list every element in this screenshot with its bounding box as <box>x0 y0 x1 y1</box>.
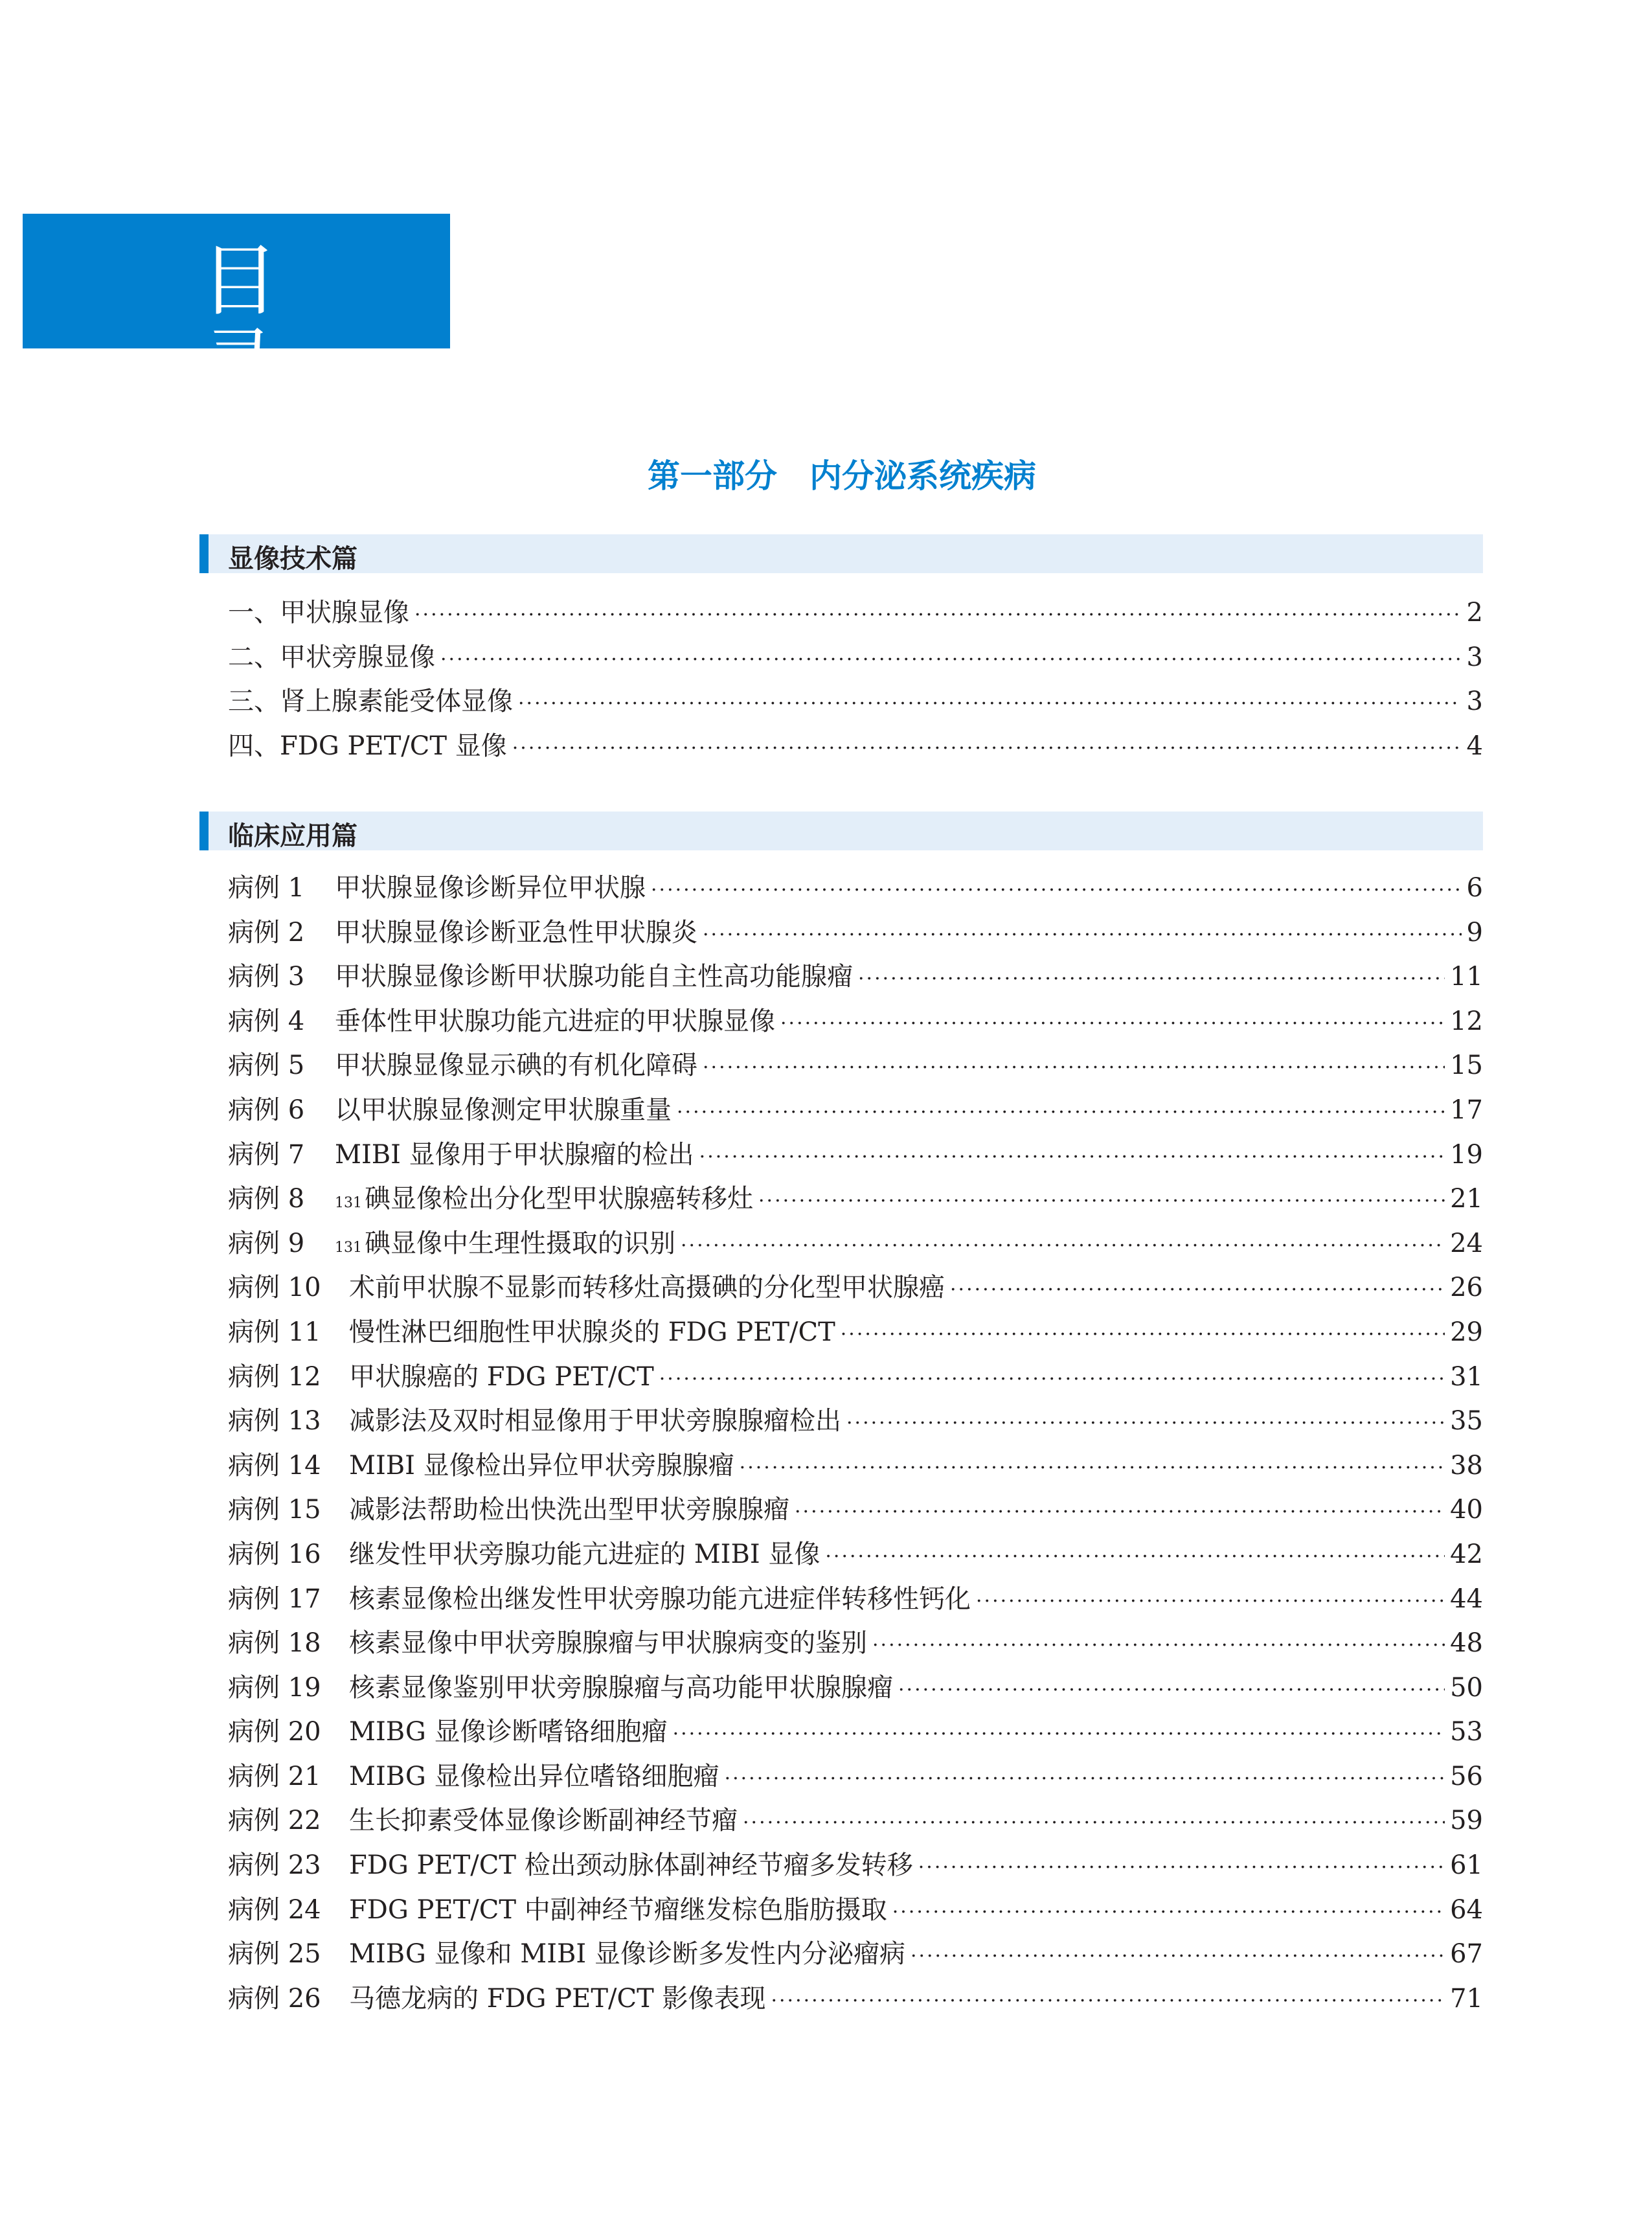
case-number: 病例 4 <box>228 1006 305 1036</box>
toc-entry[interactable] <box>228 1756 1483 1800</box>
toc-entry[interactable] <box>228 1667 1483 1712</box>
case-number: 病例 1 <box>228 873 305 903</box>
entry-title: 核素显像鉴别甲状旁腺腺瘤与高功能甲状腺腺瘤 <box>349 1672 893 1703</box>
dot-leader <box>725 1767 1445 1790</box>
case-number: 病例 23 <box>228 1850 321 1881</box>
toc-entry[interactable] <box>228 1045 1483 1089</box>
toc-entry[interactable] <box>228 725 1483 770</box>
toc-entry[interactable] <box>228 1001 1483 1045</box>
toc-entry[interactable] <box>228 1445 1483 1490</box>
toc-title: 目录 <box>201 236 343 411</box>
page-number: 17 <box>1450 1095 1483 1125</box>
case-number: 病例 21 <box>228 1761 321 1791</box>
dot-leader <box>512 737 1462 760</box>
page-number: 67 <box>1450 1939 1483 1970</box>
case-number: 病例 15 <box>228 1495 321 1525</box>
toc-entry[interactable] <box>228 1089 1483 1134</box>
dot-leader <box>699 1146 1445 1168</box>
case-number: 病例 8 <box>228 1184 305 1214</box>
section-heading-label: 临床应用篇 <box>228 821 357 851</box>
entry-title: 生长抑素受体显像诊断副神经节瘤 <box>349 1806 738 1836</box>
case-number: 病例 10 <box>228 1273 321 1303</box>
entry-title: 垂体性甲状腺功能亢进症的甲状腺显像 <box>335 1006 775 1036</box>
section-heading-label: 显像技术篇 <box>228 544 357 574</box>
case-number: 病例 12 <box>228 1361 321 1392</box>
page-number: 53 <box>1450 1717 1483 1747</box>
toc-entry[interactable] <box>228 1534 1483 1578</box>
page-number: 3 <box>1466 642 1483 672</box>
page-number: 9 <box>1466 917 1483 948</box>
entry-title: 碘显像中生理性摄取的识别 <box>365 1228 675 1258</box>
entry-title: 一、甲状腺显像 <box>228 598 409 628</box>
dot-leader <box>659 1368 1445 1391</box>
page-number: 56 <box>1450 1761 1483 1791</box>
toc-entry[interactable] <box>228 1356 1483 1401</box>
toc-entry[interactable] <box>228 1312 1483 1356</box>
toc-entry[interactable] <box>228 1578 1483 1623</box>
page-number: 40 <box>1450 1495 1483 1525</box>
dot-leader <box>651 879 1462 902</box>
entry-title: MIBG 显像检出异位嗜铬细胞瘤 <box>349 1761 719 1791</box>
case-number: 病例 16 <box>228 1539 321 1569</box>
page-number: 26 <box>1450 1273 1483 1303</box>
entry-title: 马德龙病的 FDG PET/CT 影像表现 <box>349 1983 766 2014</box>
case-number: 病例 3 <box>228 962 305 992</box>
dot-leader <box>440 648 1462 671</box>
dot-leader <box>976 1590 1445 1613</box>
toc-list-cases <box>228 867 1483 2022</box>
case-number: 病例 18 <box>228 1628 321 1659</box>
toc-entry[interactable] <box>228 1800 1483 1845</box>
toc-entry[interactable] <box>228 1933 1483 1978</box>
case-number: 病例 14 <box>228 1450 321 1481</box>
entry-title: MIBI 显像检出异位甲状旁腺腺瘤 <box>349 1450 734 1481</box>
case-number: 病例 5 <box>228 1051 305 1081</box>
page-number: 6 <box>1466 873 1483 903</box>
dot-leader <box>518 692 1462 715</box>
case-number: 病例 26 <box>228 1983 321 2014</box>
page-number: 24 <box>1450 1228 1483 1258</box>
dot-leader <box>681 1234 1445 1257</box>
case-number: 病例 9 <box>228 1228 305 1258</box>
page-number: 42 <box>1450 1539 1483 1569</box>
entry-title: MIBG 显像和 MIBI 显像诊断多发性内分泌瘤病 <box>349 1939 905 1970</box>
case-number: 病例 6 <box>228 1095 305 1125</box>
page-number: 48 <box>1450 1628 1483 1659</box>
toc-entry[interactable] <box>228 1489 1483 1534</box>
toc-entry[interactable] <box>228 1223 1483 1267</box>
dot-leader <box>414 604 1462 626</box>
part-title: 第一部分 内分泌系统疾病 <box>648 457 1036 495</box>
dot-leader <box>858 968 1445 990</box>
page-number: 64 <box>1450 1894 1483 1925</box>
toc-entry[interactable] <box>228 1845 1483 1889</box>
toc-entry[interactable] <box>228 1400 1483 1445</box>
case-number: 病例 25 <box>228 1939 321 1970</box>
case-number: 病例 17 <box>228 1584 321 1614</box>
page-number: 59 <box>1450 1806 1483 1836</box>
case-number: 病例 13 <box>228 1406 321 1437</box>
page-number: 44 <box>1450 1584 1483 1614</box>
page-number: 31 <box>1450 1361 1483 1392</box>
page-number: 50 <box>1450 1672 1483 1703</box>
dot-leader <box>677 1101 1445 1124</box>
dot-leader <box>758 1190 1445 1212</box>
toc-entry[interactable] <box>228 1889 1483 1934</box>
dot-leader <box>841 1323 1445 1346</box>
entry-title: 四、FDG PET/CT 显像 <box>228 731 507 761</box>
dot-leader <box>892 1901 1445 1924</box>
page-number: 19 <box>1450 1139 1483 1170</box>
entry-title: 甲状腺显像诊断甲状腺功能自主性高功能腺瘤 <box>335 962 853 992</box>
dot-leader <box>898 1679 1445 1701</box>
case-number: 病例 19 <box>228 1672 321 1703</box>
toc-entry[interactable] <box>228 1622 1483 1667</box>
entry-title: 核素显像检出继发性甲状旁腺功能亢进症伴转移性钙化 <box>349 1584 971 1614</box>
dot-leader <box>703 1056 1445 1079</box>
case-number: 病例 20 <box>228 1717 321 1747</box>
page-number: 15 <box>1450 1051 1483 1081</box>
isotope-superscript: 131 <box>335 1195 362 1212</box>
case-number: 病例 7 <box>228 1139 305 1170</box>
toc-list-techniques <box>228 592 1483 769</box>
dot-leader <box>780 1012 1445 1035</box>
page-number: 3 <box>1466 687 1483 717</box>
toc-entry[interactable] <box>228 956 1483 1001</box>
dot-leader <box>846 1412 1445 1435</box>
section-heading-clinical-applications <box>199 812 1483 850</box>
page-number: 29 <box>1450 1317 1483 1347</box>
dot-leader <box>771 1990 1445 2012</box>
toc-entry[interactable] <box>228 1267 1483 1312</box>
entry-title: 三、肾上腺素能受体显像 <box>228 687 513 717</box>
dot-leader <box>825 1545 1445 1568</box>
entry-title: FDG PET/CT 中副神经节瘤继发棕色脂肪摄取 <box>349 1894 887 1925</box>
entry-title: 继发性甲状旁腺功能亢进症的 MIBI 显像 <box>349 1539 820 1569</box>
entry-title: 减影法帮助检出快洗出型甲状旁腺腺瘤 <box>349 1495 789 1525</box>
toc-entry[interactable] <box>228 1978 1483 2023</box>
case-number: 病例 24 <box>228 1894 321 1925</box>
page-number: 12 <box>1450 1006 1483 1036</box>
dot-leader <box>743 1811 1445 1834</box>
entry-title: 减影法及双时相显像用于甲状旁腺腺瘤检出 <box>349 1406 841 1437</box>
toc-entry[interactable] <box>228 592 1483 637</box>
entry-title: 慢性淋巴细胞性甲状腺炎的 FDG PET/CT <box>349 1317 835 1347</box>
section-heading-imaging-techniques <box>199 534 1483 573</box>
entry-title: 甲状腺显像诊断亚急性甲状腺炎 <box>335 917 697 948</box>
entry-title: 二、甲状旁腺显像 <box>228 642 435 672</box>
entry-title: 术前甲状腺不显影而转移灶高摄碘的分化型甲状腺癌 <box>349 1273 945 1303</box>
entry-title: 核素显像中甲状旁腺腺瘤与甲状腺病变的鉴别 <box>349 1628 867 1659</box>
entry-title: MIBG 显像诊断嗜铬细胞瘤 <box>349 1717 668 1747</box>
entry-title: MIBI 显像用于甲状腺瘤的检出 <box>335 1139 694 1170</box>
entry-title: 甲状腺显像显示碘的有机化障碍 <box>335 1051 697 1081</box>
toc-entry[interactable] <box>228 1178 1483 1223</box>
page-number: 61 <box>1450 1850 1483 1881</box>
toc-title-banner <box>23 214 450 411</box>
toc-entry[interactable] <box>228 912 1483 957</box>
page-number: 71 <box>1450 1983 1483 2014</box>
page-number: 4 <box>1466 731 1483 761</box>
toc-entry[interactable] <box>228 681 1483 725</box>
case-number: 病例 11 <box>228 1317 321 1347</box>
page-number: 2 <box>1466 598 1483 628</box>
dot-leader <box>795 1501 1445 1523</box>
dot-leader <box>740 1457 1445 1479</box>
isotope-superscript: 131 <box>335 1239 362 1256</box>
toc-entry[interactable] <box>228 867 1483 912</box>
entry-title: 甲状腺显像诊断异位甲状腺 <box>335 873 646 903</box>
dot-leader <box>872 1634 1445 1657</box>
entry-title: 以甲状腺显像测定甲状腺重量 <box>335 1095 672 1125</box>
page-number: 38 <box>1450 1450 1483 1481</box>
toc-entry[interactable] <box>228 1711 1483 1756</box>
entry-title: FDG PET/CT 检出颈动脉体副神经节瘤多发转移 <box>349 1850 913 1881</box>
entry-title: 碘显像检出分化型甲状腺癌转移灶 <box>365 1184 753 1214</box>
toc-entry[interactable] <box>228 1134 1483 1179</box>
page-number: 35 <box>1450 1406 1483 1437</box>
dot-leader <box>673 1723 1445 1745</box>
dot-leader <box>703 924 1462 946</box>
page-number: 11 <box>1450 962 1483 992</box>
dot-leader <box>918 1856 1445 1879</box>
toc-entry[interactable] <box>228 637 1483 681</box>
case-number: 病例 22 <box>228 1806 321 1836</box>
dot-leader <box>911 1945 1445 1968</box>
page-number: 21 <box>1450 1184 1483 1214</box>
entry-title: 甲状腺癌的 FDG PET/CT <box>349 1361 654 1392</box>
dot-leader <box>950 1278 1445 1301</box>
case-number: 病例 2 <box>228 917 305 948</box>
